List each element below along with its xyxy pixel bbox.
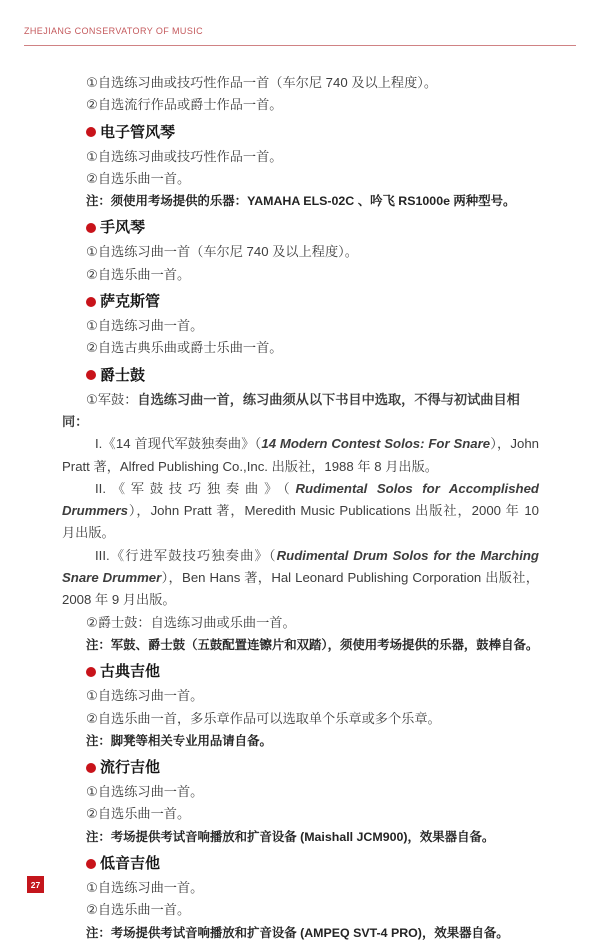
text-run: I.《14 首现代军鼓独奏曲》（ [95, 436, 262, 452]
text-run: 爵士鼓 [100, 366, 146, 384]
requirement-item [62, 337, 539, 359]
note-line [62, 730, 539, 752]
requirement-item [62, 389, 539, 434]
requirement-item [62, 803, 539, 825]
requirement-item [62, 264, 539, 286]
red-bullet-icon [86, 127, 96, 137]
text-run: ①自选练习曲一首。 [86, 784, 204, 800]
text-run: 手风琴 [100, 219, 146, 237]
text-run: ），John Pratt 著，Alfred Publishing Co.,Inc. 出版社，1988 年 8 月出版。 [62, 436, 539, 474]
text-run: ），John Pratt 著，Meredith Music Publications 出版社，2000 年 10 月出版。 [62, 503, 539, 541]
book-reference [62, 478, 539, 545]
conservatory-name: ZHEJIANG CONSERVATORY OF MUSIC [24, 26, 204, 36]
requirement-item [62, 315, 539, 337]
text-run: 电子管风琴 [100, 123, 176, 141]
page-number-badge: 27 [27, 876, 44, 893]
requirement-item [62, 72, 539, 94]
text-run: ②爵士鼓：自选练习曲或乐曲一首。 [86, 614, 296, 630]
red-bullet-icon [86, 763, 96, 773]
note-line [62, 634, 539, 656]
text-run: 注：考场提供考试音响播放和扩音设备 (AMPEQ SVT-4 PRO)，效果器自备。 [86, 925, 509, 940]
requirement-item [62, 241, 539, 263]
requirement-item [62, 94, 539, 116]
note-line [62, 190, 539, 212]
requirement-item [62, 168, 539, 190]
red-bullet-icon [86, 223, 96, 233]
document-body [62, 72, 539, 944]
red-bullet-icon [86, 370, 96, 380]
text-run: ①自选练习曲一首。 [86, 318, 204, 334]
text-run: ①军鼓： [86, 391, 138, 407]
text-run: 自选练习曲一首，练习曲须从以下书目中选取，不得与初试曲目相同： [62, 391, 520, 429]
text-run: ②自选乐曲一首。 [86, 806, 191, 822]
text-run: 注：须使用考场提供的乐器：YAMAHA ELS-02C 、吟飞 RS1000e 两种型号。 [86, 194, 516, 209]
text-run: 低音吉他 [100, 855, 161, 873]
red-bullet-icon [86, 667, 96, 677]
text-run: ②自选乐曲一首。 [86, 266, 191, 282]
text-run: ②自选古典乐曲或爵士乐曲一首。 [86, 340, 283, 356]
book-reference [62, 545, 539, 612]
requirement-item [62, 708, 539, 730]
requirement-item [62, 899, 539, 921]
text-run: ），Ben Hans 著，Hal Leonard Publishing Corporation 出版社，2008 年 9 月出版。 [62, 570, 539, 608]
requirement-item [62, 781, 539, 803]
text-run: ①自选练习曲一首。 [86, 688, 204, 704]
text-run: ①自选练习曲或技巧性作品一首（车尔尼 740 及以上程度）。 [86, 75, 438, 90]
text-run: ①自选练习曲或技巧性作品一首。 [86, 148, 283, 164]
text-run: ②自选乐曲一首。 [86, 170, 191, 186]
text-run: 萨克斯管 [100, 293, 161, 311]
text-run: Rudimental Solos for Accomplished Drummers [62, 480, 539, 519]
section-heading [62, 852, 539, 875]
requirement-item [62, 146, 539, 168]
section-heading [62, 660, 539, 683]
book-reference [62, 433, 539, 478]
requirement-item [62, 612, 539, 634]
text-run: ②自选乐曲一首。 [86, 902, 191, 918]
requirement-item [62, 685, 539, 707]
text-run: 注：军鼓、爵士鼓（五鼓配置连镲片和双踏），须使用考场提供的乐器，鼓棒自备。 [86, 637, 539, 652]
note-line [62, 826, 539, 848]
red-bullet-icon [86, 859, 96, 869]
section-heading [62, 121, 539, 144]
text-run: 古典吉他 [100, 663, 161, 681]
text-run: 流行吉他 [100, 759, 161, 777]
text-run: 注：脚凳等相关专业用品请自备。 [86, 733, 272, 748]
section-heading [62, 216, 539, 239]
text-run: ①自选练习曲一首。 [86, 880, 204, 896]
text-run: II.《军鼓技巧独奏曲》（ [95, 480, 296, 496]
text-run: 14 Modern Contest Solos: For Snare [261, 436, 491, 452]
section-heading [62, 756, 539, 779]
text-run: ①自选练习曲一首（车尔尼 740 及以上程度）。 [86, 244, 358, 260]
text-run: Rudimental Drum Solos for the Marching Snare Drummer [62, 547, 539, 586]
section-heading [62, 290, 539, 313]
note-line [62, 922, 539, 944]
text-run: III.《行进军鼓技巧独奏曲》（ [95, 547, 277, 563]
red-bullet-icon [86, 297, 96, 307]
text-run: ②自选流行作品或爵士作品一首。 [86, 97, 283, 113]
requirement-item [62, 877, 539, 899]
header-divider [24, 45, 576, 46]
text-run: ②自选乐曲一首，多乐章作品可以选取单个乐章或多个乐章。 [86, 710, 441, 726]
text-run: 注：考场提供考试音响播放和扩音设备 (Maishall JCM900)，效果器自备。 [86, 829, 495, 844]
section-heading [62, 364, 539, 387]
